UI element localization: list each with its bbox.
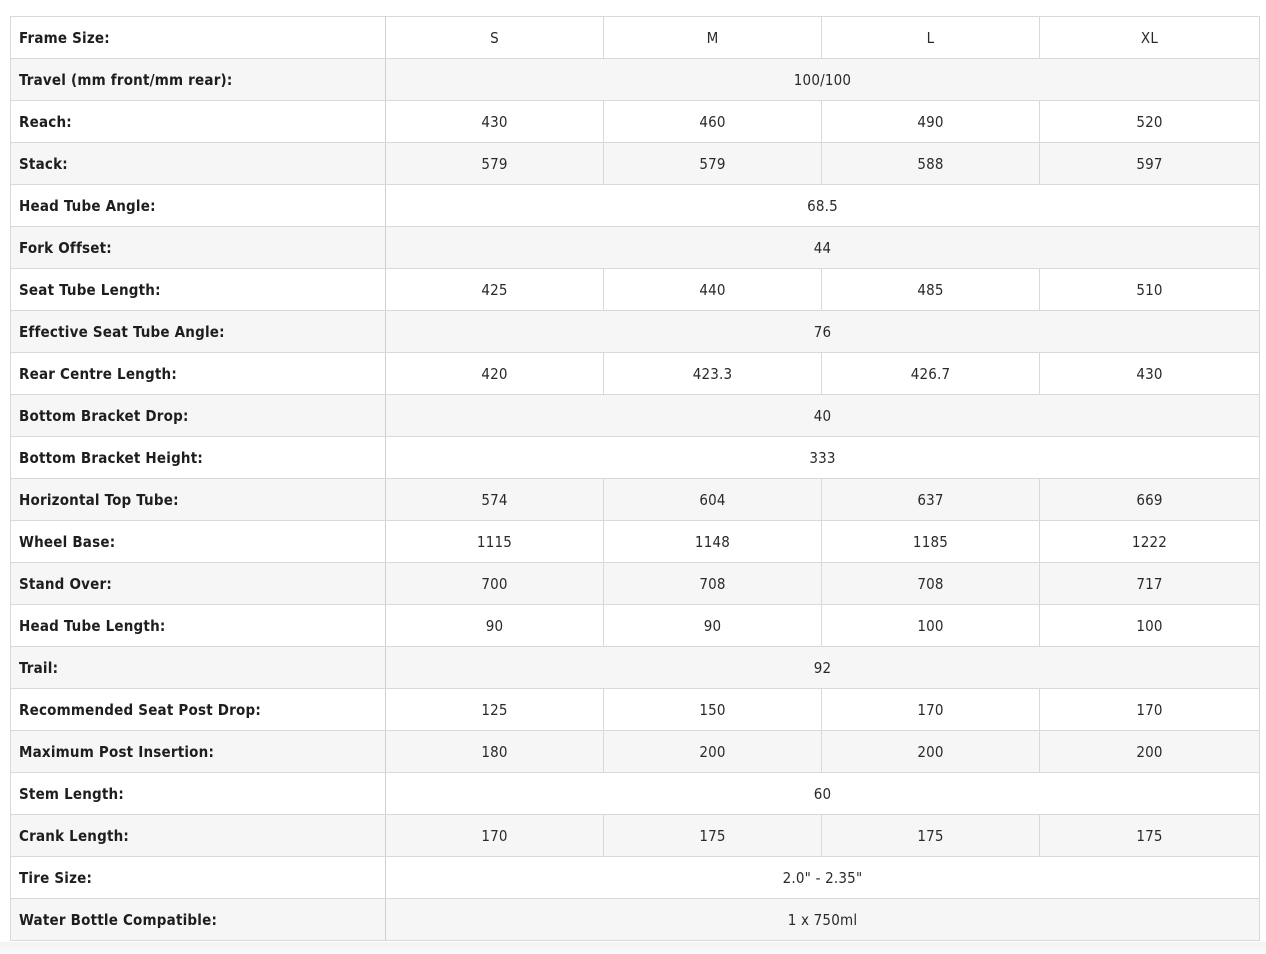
table-row [11,143,1260,185]
table-row [11,227,1260,269]
table-row [11,563,1260,605]
row-value-all-sizes: 76 [386,311,1260,353]
row-label: Frame Size: [11,17,386,59]
row-value-s: 430 [386,101,604,143]
row-label: Fork Offset: [11,227,386,269]
row-value-l: 170 [822,689,1040,731]
row-value-l: 485 [822,269,1040,311]
row-value-m: 423.3 [604,353,822,395]
row-value-all-sizes: 92 [386,647,1260,689]
row-label: Crank Length: [11,815,386,857]
row-value-m: 150 [604,689,822,731]
row-value-all-sizes: 1 x 750ml [386,899,1260,941]
row-value-s: 125 [386,689,604,731]
table-row [11,269,1260,311]
row-label: Stem Length: [11,773,386,815]
row-value-xl: 510 [1040,269,1260,311]
row-value-xl: 1222 [1040,521,1260,563]
row-value-s: 170 [386,815,604,857]
size-header-s: S [386,17,604,59]
row-value-m: 708 [604,563,822,605]
row-label: Stand Over: [11,563,386,605]
row-value-xl: 100 [1040,605,1260,647]
row-label: Horizontal Top Tube: [11,479,386,521]
table-row [11,689,1260,731]
row-value-m: 440 [604,269,822,311]
row-value-s: 1115 [386,521,604,563]
row-label: Wheel Base: [11,521,386,563]
row-label: Stack: [11,143,386,185]
table-row [11,395,1260,437]
row-label: Travel (mm front/mm rear): [11,59,386,101]
table-row [11,899,1260,941]
table-row [11,605,1260,647]
row-value-xl: 597 [1040,143,1260,185]
row-value-xl: 200 [1040,731,1260,773]
row-label: Trail: [11,647,386,689]
row-value-m: 1148 [604,521,822,563]
row-value-m: 175 [604,815,822,857]
row-value-s: 700 [386,563,604,605]
table-row [11,185,1260,227]
row-value-all-sizes: 40 [386,395,1260,437]
table-row [11,311,1260,353]
geometry-table-container [10,16,1259,941]
row-label: Rear Centre Length: [11,353,386,395]
row-value-s: 180 [386,731,604,773]
row-label: Bottom Bracket Height: [11,437,386,479]
row-value-s: 425 [386,269,604,311]
row-value-all-sizes: 68.5 [386,185,1260,227]
row-value-l: 588 [822,143,1040,185]
table-row [11,437,1260,479]
header-row [11,17,1260,59]
table-row [11,353,1260,395]
row-value-s: 420 [386,353,604,395]
table-row [11,731,1260,773]
size-header-m: M [604,17,822,59]
row-value-l: 200 [822,731,1040,773]
row-value-all-sizes: 2.0" - 2.35" [386,857,1260,899]
row-label: Tire Size: [11,857,386,899]
size-header-l: L [822,17,1040,59]
row-label: Reach: [11,101,386,143]
row-value-xl: 430 [1040,353,1260,395]
row-label: Maximum Post Insertion: [11,731,386,773]
row-label: Head Tube Angle: [11,185,386,227]
row-value-m: 579 [604,143,822,185]
geometry-table-body [11,17,1260,941]
row-value-all-sizes: 44 [386,227,1260,269]
table-row [11,479,1260,521]
table-row [11,815,1260,857]
row-value-xl: 717 [1040,563,1260,605]
row-value-xl: 175 [1040,815,1260,857]
row-value-l: 637 [822,479,1040,521]
row-value-m: 460 [604,101,822,143]
table-row [11,59,1260,101]
row-label: Effective Seat Tube Angle: [11,311,386,353]
row-value-all-sizes: 100/100 [386,59,1260,101]
row-value-l: 100 [822,605,1040,647]
row-value-m: 200 [604,731,822,773]
row-value-s: 579 [386,143,604,185]
row-value-s: 90 [386,605,604,647]
row-label: Recommended Seat Post Drop: [11,689,386,731]
row-value-xl: 170 [1040,689,1260,731]
table-row [11,773,1260,815]
row-value-l: 426.7 [822,353,1040,395]
row-label: Head Tube Length: [11,605,386,647]
row-value-all-sizes: 333 [386,437,1260,479]
table-row [11,521,1260,563]
size-header-xl: XL [1040,17,1260,59]
row-value-l: 175 [822,815,1040,857]
table-row [11,857,1260,899]
row-value-l: 708 [822,563,1040,605]
row-label: Seat Tube Length: [11,269,386,311]
row-value-m: 604 [604,479,822,521]
row-value-xl: 520 [1040,101,1260,143]
row-value-l: 490 [822,101,1040,143]
table-row [11,647,1260,689]
row-label: Water Bottle Compatible: [11,899,386,941]
geometry-table [10,16,1260,941]
page-bottom-shade [0,942,1266,954]
row-value-all-sizes: 60 [386,773,1260,815]
row-value-m: 90 [604,605,822,647]
row-value-l: 1185 [822,521,1040,563]
row-label: Bottom Bracket Drop: [11,395,386,437]
row-value-s: 574 [386,479,604,521]
table-row [11,101,1260,143]
row-value-xl: 669 [1040,479,1260,521]
